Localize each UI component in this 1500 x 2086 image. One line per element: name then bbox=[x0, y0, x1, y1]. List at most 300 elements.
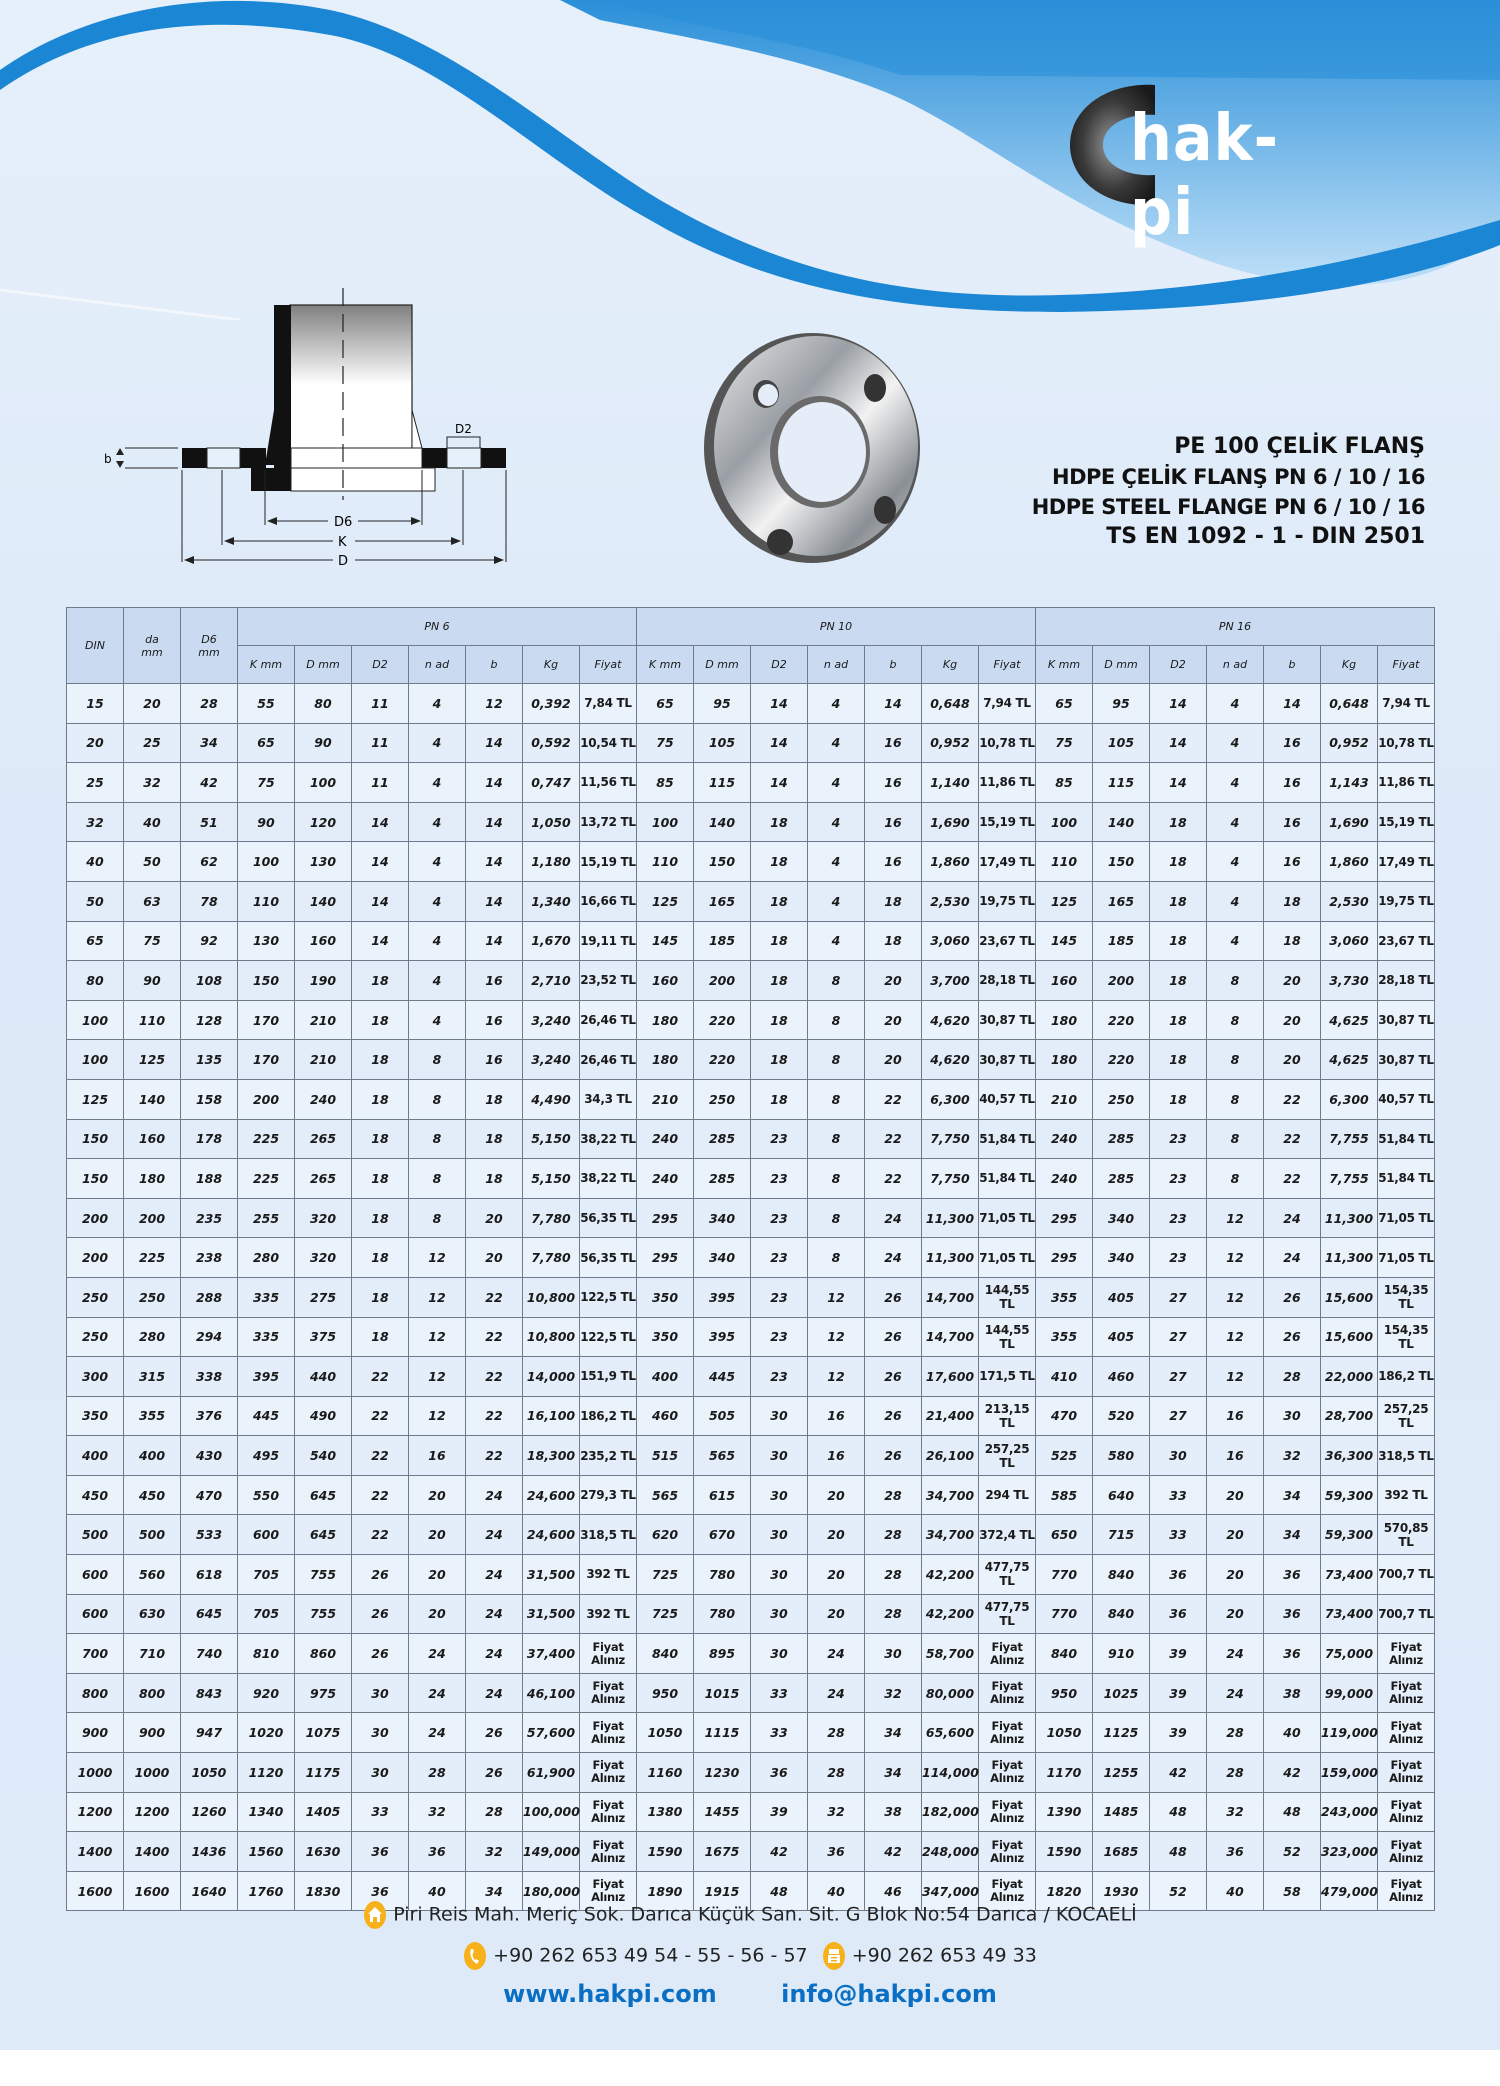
cell-pn10-d2: 18 bbox=[751, 881, 808, 921]
cell-pn6-fiyat: 56,35 TL bbox=[580, 1198, 637, 1238]
cell-pn16-fiyat: 257,25 TL bbox=[1378, 1396, 1435, 1436]
cell-pn6-d-mm: 275 bbox=[295, 1277, 352, 1317]
cell-pn6-b: 14 bbox=[466, 921, 523, 961]
cell-pn10-kg: 0,952 bbox=[922, 723, 979, 763]
cell-pn6-fiyat: 23,52 TL bbox=[580, 961, 637, 1001]
cell-pn10-d-mm: 95 bbox=[694, 684, 751, 724]
cell-din: 450 bbox=[67, 1475, 124, 1515]
sub-header-k-mm: K mm bbox=[1036, 646, 1093, 684]
cell-pn16-d2: 23 bbox=[1150, 1238, 1207, 1278]
cell-d6: 42 bbox=[181, 763, 238, 803]
cell-pn16-fiyat: 154,35 TL bbox=[1378, 1317, 1435, 1357]
cell-din: 125 bbox=[67, 1079, 124, 1119]
cell-pn6-n-ad: 8 bbox=[409, 1040, 466, 1080]
cell-pn6-d2: 11 bbox=[352, 684, 409, 724]
cell-pn10-n-ad: 8 bbox=[808, 1198, 865, 1238]
cell-pn10-fiyat: 372,4 TL bbox=[979, 1515, 1036, 1555]
cell-pn16-n-ad: 20 bbox=[1207, 1515, 1264, 1555]
header-din: DIN bbox=[67, 608, 124, 684]
cell-pn6-b: 24 bbox=[466, 1673, 523, 1713]
website-link[interactable]: www.hakpi.com bbox=[503, 1980, 717, 2008]
cell-pn10-k-mm: 110 bbox=[637, 842, 694, 882]
email-link[interactable]: info@hakpi.com bbox=[781, 1980, 997, 2008]
cell-pn16-kg: 15,600 bbox=[1321, 1317, 1378, 1357]
cell-pn6-fiyat: 19,11 TL bbox=[580, 921, 637, 961]
cell-pn16-n-ad: 28 bbox=[1207, 1713, 1264, 1753]
cell-pn10-fiyat: 51,84 TL bbox=[979, 1119, 1036, 1159]
sub-header-n-ad: n ad bbox=[409, 646, 466, 684]
cell-pn10-d2: 23 bbox=[751, 1119, 808, 1159]
cell-pn6-k-mm: 100 bbox=[238, 842, 295, 882]
cell-pn16-kg: 4,625 bbox=[1321, 1000, 1378, 1040]
cell-pn6-b: 24 bbox=[466, 1475, 523, 1515]
cell-pn10-kg: 182,000 bbox=[922, 1792, 979, 1832]
cell-pn16-kg: 479,000 bbox=[1321, 1871, 1378, 1911]
cell-pn10-kg: 26,100 bbox=[922, 1436, 979, 1476]
cell-pn6-d2: 18 bbox=[352, 1277, 409, 1317]
cell-pn6-d-mm: 1405 bbox=[295, 1792, 352, 1832]
cell-pn10-fiyat: Fiyat Alınız bbox=[979, 1713, 1036, 1753]
cell-da: 800 bbox=[124, 1673, 181, 1713]
cell-pn16-b: 38 bbox=[1264, 1673, 1321, 1713]
sub-header-d-mm: D mm bbox=[1093, 646, 1150, 684]
cell-pn10-n-ad: 4 bbox=[808, 802, 865, 842]
svg-text:b: b bbox=[104, 452, 112, 466]
cell-din: 32 bbox=[67, 802, 124, 842]
cell-d6: 1260 bbox=[181, 1792, 238, 1832]
cell-pn16-b: 42 bbox=[1264, 1753, 1321, 1793]
cell-pn16-n-ad: 4 bbox=[1207, 921, 1264, 961]
cell-pn10-fiyat: 11,86 TL bbox=[979, 763, 1036, 803]
cell-pn10-d2: 30 bbox=[751, 1594, 808, 1634]
cell-pn10-k-mm: 565 bbox=[637, 1475, 694, 1515]
cell-pn10-kg: 347,000 bbox=[922, 1871, 979, 1911]
cell-pn6-kg: 16,100 bbox=[523, 1396, 580, 1436]
cell-pn10-fiyat: Fiyat Alınız bbox=[979, 1753, 1036, 1793]
cell-d6: 294 bbox=[181, 1317, 238, 1357]
cell-pn16-fiyat: 10,78 TL bbox=[1378, 723, 1435, 763]
cell-pn16-b: 34 bbox=[1264, 1515, 1321, 1555]
cell-pn16-kg: 73,400 bbox=[1321, 1594, 1378, 1634]
sub-header-k-mm: K mm bbox=[637, 646, 694, 684]
footer-links bbox=[0, 1980, 1500, 2008]
cell-pn16-b: 20 bbox=[1264, 1000, 1321, 1040]
cell-din: 1600 bbox=[67, 1871, 124, 1911]
cell-pn6-k-mm: 445 bbox=[238, 1396, 295, 1436]
cell-pn16-k-mm: 210 bbox=[1036, 1079, 1093, 1119]
cell-pn16-b: 34 bbox=[1264, 1475, 1321, 1515]
cell-pn16-k-mm: 1170 bbox=[1036, 1753, 1093, 1793]
cell-pn16-fiyat: 186,2 TL bbox=[1378, 1357, 1435, 1397]
cell-pn10-kg: 6,300 bbox=[922, 1079, 979, 1119]
cell-pn16-fiyat: Fiyat Alınız bbox=[1378, 1713, 1435, 1753]
cell-pn16-d2: 23 bbox=[1150, 1198, 1207, 1238]
cell-pn6-d-mm: 120 bbox=[295, 802, 352, 842]
home-icon bbox=[363, 1900, 387, 1930]
sub-header-d2: D2 bbox=[1150, 646, 1207, 684]
cell-pn10-fiyat: 10,78 TL bbox=[979, 723, 1036, 763]
cell-pn6-b: 26 bbox=[466, 1713, 523, 1753]
cell-pn6-n-ad: 28 bbox=[409, 1753, 466, 1793]
cell-pn16-k-mm: 525 bbox=[1036, 1436, 1093, 1476]
cell-pn10-d2: 33 bbox=[751, 1673, 808, 1713]
cell-pn6-b: 22 bbox=[466, 1396, 523, 1436]
cell-pn10-n-ad: 28 bbox=[808, 1713, 865, 1753]
cell-pn16-d-mm: 150 bbox=[1093, 842, 1150, 882]
cell-pn10-d2: 18 bbox=[751, 961, 808, 1001]
cell-din: 200 bbox=[67, 1238, 124, 1278]
cell-din: 250 bbox=[67, 1317, 124, 1357]
cell-pn6-d2: 22 bbox=[352, 1357, 409, 1397]
cell-d6: 188 bbox=[181, 1159, 238, 1199]
cell-pn16-d2: 18 bbox=[1150, 881, 1207, 921]
cell-pn10-fiyat: 30,87 TL bbox=[979, 1040, 1036, 1080]
cell-da: 75 bbox=[124, 921, 181, 961]
cell-pn6-d-mm: 1830 bbox=[295, 1871, 352, 1911]
cell-pn6-k-mm: 130 bbox=[238, 921, 295, 961]
cell-pn6-fiyat: 318,5 TL bbox=[580, 1515, 637, 1555]
cell-pn6-k-mm: 225 bbox=[238, 1159, 295, 1199]
cell-pn16-k-mm: 950 bbox=[1036, 1673, 1093, 1713]
cell-pn10-n-ad: 20 bbox=[808, 1594, 865, 1634]
cell-pn10-kg: 1,860 bbox=[922, 842, 979, 882]
cell-pn10-b: 24 bbox=[865, 1238, 922, 1278]
cell-pn6-n-ad: 16 bbox=[409, 1436, 466, 1476]
cell-pn10-b: 34 bbox=[865, 1753, 922, 1793]
cell-pn16-n-ad: 20 bbox=[1207, 1594, 1264, 1634]
cell-pn16-b: 58 bbox=[1264, 1871, 1321, 1911]
cell-d6: 238 bbox=[181, 1238, 238, 1278]
cell-pn16-b: 14 bbox=[1264, 684, 1321, 724]
cell-pn6-kg: 0,747 bbox=[523, 763, 580, 803]
cell-pn10-n-ad: 8 bbox=[808, 1119, 865, 1159]
table-row bbox=[67, 802, 1435, 842]
cell-pn10-fiyat: Fiyat Alınız bbox=[979, 1792, 1036, 1832]
cell-pn6-kg: 14,000 bbox=[523, 1357, 580, 1397]
cell-pn10-d2: 48 bbox=[751, 1871, 808, 1911]
cell-pn10-d-mm: 1455 bbox=[694, 1792, 751, 1832]
cell-pn10-fiyat: 28,18 TL bbox=[979, 961, 1036, 1001]
cell-pn16-n-ad: 40 bbox=[1207, 1871, 1264, 1911]
cell-da: 500 bbox=[124, 1515, 181, 1555]
cell-pn16-k-mm: 295 bbox=[1036, 1198, 1093, 1238]
cell-pn6-k-mm: 1120 bbox=[238, 1753, 295, 1793]
cell-d6: 178 bbox=[181, 1119, 238, 1159]
cell-pn16-n-ad: 8 bbox=[1207, 1079, 1264, 1119]
cell-pn16-kg: 1,860 bbox=[1321, 842, 1378, 882]
cell-pn16-d2: 36 bbox=[1150, 1555, 1207, 1595]
cell-pn6-k-mm: 1340 bbox=[238, 1792, 295, 1832]
cell-pn10-n-ad: 8 bbox=[808, 1159, 865, 1199]
product-titles bbox=[1032, 432, 1425, 552]
cell-pn6-k-mm: 150 bbox=[238, 961, 295, 1001]
cell-pn10-k-mm: 65 bbox=[637, 684, 694, 724]
cell-pn6-k-mm: 65 bbox=[238, 723, 295, 763]
cell-pn6-n-ad: 4 bbox=[409, 961, 466, 1001]
cell-pn10-d2: 18 bbox=[751, 921, 808, 961]
cell-pn16-k-mm: 295 bbox=[1036, 1238, 1093, 1278]
cell-pn10-d-mm: 150 bbox=[694, 842, 751, 882]
cell-din: 65 bbox=[67, 921, 124, 961]
phone-icon bbox=[463, 1941, 487, 1971]
table-row bbox=[67, 1673, 1435, 1713]
cell-d6: 288 bbox=[181, 1277, 238, 1317]
cell-d6: 1640 bbox=[181, 1871, 238, 1911]
cell-din: 600 bbox=[67, 1594, 124, 1634]
cell-pn6-kg: 1,050 bbox=[523, 802, 580, 842]
cell-pn6-b: 12 bbox=[466, 684, 523, 724]
cell-pn6-d-mm: 240 bbox=[295, 1079, 352, 1119]
cell-pn6-n-ad: 4 bbox=[409, 921, 466, 961]
cell-pn10-d2: 30 bbox=[751, 1475, 808, 1515]
cell-pn16-fiyat: 19,75 TL bbox=[1378, 881, 1435, 921]
cell-pn10-n-ad: 16 bbox=[808, 1396, 865, 1436]
cell-pn6-kg: 1,670 bbox=[523, 921, 580, 961]
cell-pn6-k-mm: 225 bbox=[238, 1119, 295, 1159]
cell-pn10-d-mm: 200 bbox=[694, 961, 751, 1001]
sub-header-kg: Kg bbox=[922, 646, 979, 684]
cell-pn16-d2: 48 bbox=[1150, 1832, 1207, 1872]
svg-text:D: D bbox=[338, 554, 349, 569]
cell-pn6-n-ad: 4 bbox=[409, 684, 466, 724]
cell-pn16-d2: 18 bbox=[1150, 842, 1207, 882]
cell-pn10-d-mm: 395 bbox=[694, 1277, 751, 1317]
cell-pn6-kg: 37,400 bbox=[523, 1634, 580, 1674]
cell-pn6-kg: 0,592 bbox=[523, 723, 580, 763]
cell-pn10-n-ad: 16 bbox=[808, 1436, 865, 1476]
fax-number[interactable]: +90 262 653 49 33 bbox=[851, 1944, 1037, 1967]
cell-pn16-n-ad: 20 bbox=[1207, 1555, 1264, 1595]
cell-pn10-b: 26 bbox=[865, 1396, 922, 1436]
cell-pn16-d2: 39 bbox=[1150, 1634, 1207, 1674]
cell-pn10-b: 42 bbox=[865, 1832, 922, 1872]
cell-pn6-fiyat: 11,56 TL bbox=[580, 763, 637, 803]
cell-pn6-fiyat: 279,3 TL bbox=[580, 1475, 637, 1515]
cell-pn10-d2: 14 bbox=[751, 763, 808, 803]
cell-pn10-n-ad: 20 bbox=[808, 1555, 865, 1595]
cell-pn10-b: 22 bbox=[865, 1119, 922, 1159]
cell-da: 355 bbox=[124, 1396, 181, 1436]
cell-pn16-fiyat: 28,18 TL bbox=[1378, 961, 1435, 1001]
cell-pn6-fiyat: 26,46 TL bbox=[580, 1000, 637, 1040]
cell-pn16-d-mm: 340 bbox=[1093, 1238, 1150, 1278]
cell-pn16-d2: 23 bbox=[1150, 1119, 1207, 1159]
cell-pn10-d2: 30 bbox=[751, 1436, 808, 1476]
sub-header-row bbox=[67, 646, 1435, 684]
cell-pn16-fiyat: 15,19 TL bbox=[1378, 802, 1435, 842]
cell-pn10-b: 26 bbox=[865, 1436, 922, 1476]
cell-pn16-fiyat: 11,86 TL bbox=[1378, 763, 1435, 803]
header-group-pn16: PN 16 bbox=[1036, 608, 1435, 646]
cell-pn6-d2: 36 bbox=[352, 1832, 409, 1872]
cell-pn10-kg: 14,700 bbox=[922, 1277, 979, 1317]
cell-pn10-d2: 18 bbox=[751, 1079, 808, 1119]
cell-pn10-d-mm: 780 bbox=[694, 1555, 751, 1595]
cell-pn6-d2: 18 bbox=[352, 961, 409, 1001]
cell-pn16-b: 20 bbox=[1264, 1040, 1321, 1080]
cell-da: 630 bbox=[124, 1594, 181, 1634]
cell-pn16-fiyat: Fiyat Alınız bbox=[1378, 1753, 1435, 1793]
cell-pn10-d2: 18 bbox=[751, 802, 808, 842]
cell-pn6-kg: 31,500 bbox=[523, 1555, 580, 1595]
cell-pn10-n-ad: 8 bbox=[808, 1079, 865, 1119]
cell-pn16-kg: 243,000 bbox=[1321, 1792, 1378, 1832]
cell-pn10-k-mm: 75 bbox=[637, 723, 694, 763]
cell-d6: 338 bbox=[181, 1357, 238, 1397]
cell-pn16-k-mm: 1820 bbox=[1036, 1871, 1093, 1911]
cell-pn6-n-ad: 8 bbox=[409, 1159, 466, 1199]
cell-pn10-d-mm: 220 bbox=[694, 1000, 751, 1040]
cell-pn6-fiyat: 13,72 TL bbox=[580, 802, 637, 842]
cell-d6: 1050 bbox=[181, 1753, 238, 1793]
cell-da: 160 bbox=[124, 1119, 181, 1159]
cell-pn10-fiyat: Fiyat Alınız bbox=[979, 1871, 1036, 1911]
cell-d6: 51 bbox=[181, 802, 238, 842]
cell-pn16-kg: 99,000 bbox=[1321, 1673, 1378, 1713]
cell-da: 140 bbox=[124, 1079, 181, 1119]
cell-pn10-n-ad: 4 bbox=[808, 763, 865, 803]
cell-pn6-fiyat: 15,19 TL bbox=[580, 842, 637, 882]
cell-pn6-b: 18 bbox=[466, 1079, 523, 1119]
cell-pn6-fiyat: 151,9 TL bbox=[580, 1357, 637, 1397]
cell-pn6-b: 24 bbox=[466, 1594, 523, 1634]
cell-din: 150 bbox=[67, 1159, 124, 1199]
cell-pn6-d-mm: 320 bbox=[295, 1198, 352, 1238]
table-body bbox=[67, 684, 1435, 1911]
table-row bbox=[67, 1555, 1435, 1595]
cell-pn6-k-mm: 1560 bbox=[238, 1832, 295, 1872]
cell-da: 560 bbox=[124, 1555, 181, 1595]
cell-pn6-d2: 18 bbox=[352, 1000, 409, 1040]
sub-header-d2: D2 bbox=[352, 646, 409, 684]
sub-header-b: b bbox=[1264, 646, 1321, 684]
cell-pn16-d2: 18 bbox=[1150, 1000, 1207, 1040]
header-group-pn6: PN 6 bbox=[238, 608, 637, 646]
phone-number[interactable]: +90 262 653 49 54 - 55 - 56 - 57 bbox=[493, 1944, 808, 1967]
cell-pn6-b: 14 bbox=[466, 881, 523, 921]
table-row bbox=[67, 1198, 1435, 1238]
cell-pn6-fiyat: Fiyat Alınız bbox=[580, 1832, 637, 1872]
cell-pn10-n-ad: 20 bbox=[808, 1515, 865, 1555]
cell-pn10-k-mm: 460 bbox=[637, 1396, 694, 1436]
cell-pn6-b: 22 bbox=[466, 1317, 523, 1357]
cell-pn6-b: 16 bbox=[466, 1000, 523, 1040]
cell-pn16-d2: 18 bbox=[1150, 921, 1207, 961]
cell-pn6-k-mm: 1020 bbox=[238, 1713, 295, 1753]
cell-pn6-kg: 46,100 bbox=[523, 1673, 580, 1713]
cell-din: 100 bbox=[67, 1000, 124, 1040]
cell-pn6-d-mm: 160 bbox=[295, 921, 352, 961]
cell-pn6-kg: 1,180 bbox=[523, 842, 580, 882]
cell-pn16-kg: 1,143 bbox=[1321, 763, 1378, 803]
cell-d6: 470 bbox=[181, 1475, 238, 1515]
cell-pn6-d2: 14 bbox=[352, 842, 409, 882]
cell-pn10-fiyat: Fiyat Alınız bbox=[979, 1832, 1036, 1872]
cell-pn16-k-mm: 180 bbox=[1036, 1040, 1093, 1080]
cell-pn16-d2: 14 bbox=[1150, 763, 1207, 803]
cell-pn10-kg: 11,300 bbox=[922, 1238, 979, 1278]
cell-pn10-fiyat: Fiyat Alınız bbox=[979, 1673, 1036, 1713]
cell-pn6-d-mm: 265 bbox=[295, 1159, 352, 1199]
cell-pn6-n-ad: 20 bbox=[409, 1555, 466, 1595]
cell-din: 200 bbox=[67, 1198, 124, 1238]
cell-d6: 376 bbox=[181, 1396, 238, 1436]
cell-pn16-b: 52 bbox=[1264, 1832, 1321, 1872]
cell-pn10-fiyat: 477,75 TL bbox=[979, 1594, 1036, 1634]
cell-pn10-b: 28 bbox=[865, 1475, 922, 1515]
cell-pn6-fiyat: 34,3 TL bbox=[580, 1079, 637, 1119]
cell-pn6-d-mm: 755 bbox=[295, 1594, 352, 1634]
cell-pn16-k-mm: 125 bbox=[1036, 881, 1093, 921]
cell-pn10-kg: 17,600 bbox=[922, 1357, 979, 1397]
cell-pn6-kg: 57,600 bbox=[523, 1713, 580, 1753]
cell-d6: 618 bbox=[181, 1555, 238, 1595]
cell-pn6-fiyat: 16,66 TL bbox=[580, 881, 637, 921]
sub-header-d-mm: D mm bbox=[694, 646, 751, 684]
cell-pn16-k-mm: 160 bbox=[1036, 961, 1093, 1001]
cell-d6: 1436 bbox=[181, 1832, 238, 1872]
cell-pn6-k-mm: 495 bbox=[238, 1436, 295, 1476]
cell-pn16-n-ad: 36 bbox=[1207, 1832, 1264, 1872]
cell-pn6-n-ad: 12 bbox=[409, 1357, 466, 1397]
cell-pn16-d-mm: 200 bbox=[1093, 961, 1150, 1001]
cell-pn10-kg: 42,200 bbox=[922, 1555, 979, 1595]
cell-pn6-n-ad: 4 bbox=[409, 842, 466, 882]
cell-pn16-d2: 33 bbox=[1150, 1515, 1207, 1555]
cell-pn16-b: 16 bbox=[1264, 802, 1321, 842]
cell-pn10-kg: 34,700 bbox=[922, 1475, 979, 1515]
table-row bbox=[67, 1753, 1435, 1793]
table-row bbox=[67, 684, 1435, 724]
cell-pn16-fiyat: 23,67 TL bbox=[1378, 921, 1435, 961]
cell-pn10-kg: 34,700 bbox=[922, 1515, 979, 1555]
cell-pn6-kg: 3,240 bbox=[523, 1000, 580, 1040]
cell-pn10-n-ad: 4 bbox=[808, 881, 865, 921]
cell-pn10-kg: 248,000 bbox=[922, 1832, 979, 1872]
cell-pn10-d-mm: 1015 bbox=[694, 1673, 751, 1713]
cell-pn6-fiyat: 10,54 TL bbox=[580, 723, 637, 763]
title-line-3: HDPE STEEL FLANGE PN 6 / 10 / 16 bbox=[1031, 495, 1425, 519]
cell-pn16-kg: 159,000 bbox=[1321, 1753, 1378, 1793]
cell-pn10-b: 20 bbox=[865, 961, 922, 1001]
cell-pn16-kg: 323,000 bbox=[1321, 1832, 1378, 1872]
cell-pn16-d-mm: 1255 bbox=[1093, 1753, 1150, 1793]
cell-pn10-d-mm: 250 bbox=[694, 1079, 751, 1119]
cell-pn6-kg: 3,240 bbox=[523, 1040, 580, 1080]
table-row bbox=[67, 1317, 1435, 1357]
cell-pn6-d-mm: 90 bbox=[295, 723, 352, 763]
cell-pn16-n-ad: 8 bbox=[1207, 1159, 1264, 1199]
cell-pn10-b: 20 bbox=[865, 1000, 922, 1040]
cell-pn6-k-mm: 920 bbox=[238, 1673, 295, 1713]
cell-pn6-n-ad: 12 bbox=[409, 1277, 466, 1317]
table-row bbox=[67, 1159, 1435, 1199]
cell-d6: 843 bbox=[181, 1673, 238, 1713]
cell-pn10-b: 28 bbox=[865, 1515, 922, 1555]
cell-pn16-d-mm: 910 bbox=[1093, 1634, 1150, 1674]
cell-pn16-d-mm: 405 bbox=[1093, 1277, 1150, 1317]
cell-pn10-k-mm: 950 bbox=[637, 1673, 694, 1713]
cell-pn10-kg: 0,648 bbox=[922, 684, 979, 724]
cell-pn6-d-mm: 190 bbox=[295, 961, 352, 1001]
cell-pn16-n-ad: 12 bbox=[1207, 1357, 1264, 1397]
cell-pn10-b: 26 bbox=[865, 1277, 922, 1317]
cell-pn6-d-mm: 320 bbox=[295, 1238, 352, 1278]
cell-pn16-kg: 22,000 bbox=[1321, 1357, 1378, 1397]
cell-pn16-d-mm: 1025 bbox=[1093, 1673, 1150, 1713]
cell-pn10-n-ad: 28 bbox=[808, 1753, 865, 1793]
sub-header-fiyat: Fiyat bbox=[1378, 646, 1435, 684]
